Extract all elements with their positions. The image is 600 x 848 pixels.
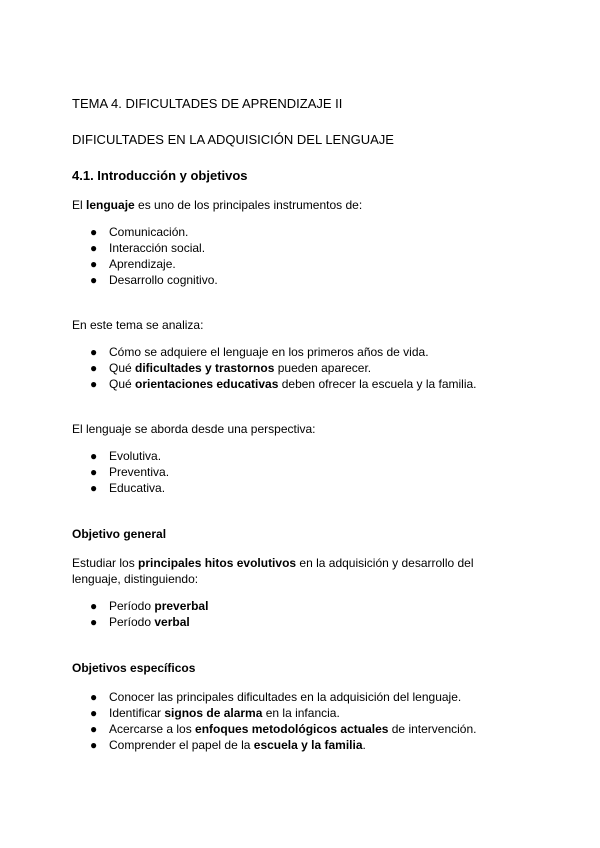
list-item: ● Evolutiva. [90,449,162,463]
specific-objectives-heading: Objetivos específicos [72,661,196,675]
general-objective-text-line2: lenguaje, distinguiendo: [72,572,199,586]
list-item: ● Educativa. [90,481,166,495]
section-heading: 4.1. Introducción y objetivos [72,168,248,183]
list-item: ● Período preverbal [90,599,209,613]
list-item: ● Preventiva. [90,465,170,479]
list-item: ● Cómo se adquiere el lenguaje en los primeros años de vida. [90,345,429,359]
intro-paragraph: El lenguaje es uno de los principales instrumentos de: [72,198,363,212]
list-item: ● Acercarse a los enfoques metodológicos actuales de intervención. [90,722,477,736]
list-item: ● Qué orientaciones educativas deben ofrecer la escuela y la familia. [90,377,477,391]
list-item: ● Comprender el papel de la escuela y la familia. [90,738,366,752]
list-item: ● Interacción social. [90,241,206,255]
analysis-intro: En este tema se analiza: [72,318,204,332]
document-subtitle: DIFICULTADES EN LA ADQUISICIÓN DEL LENGUAJE [72,132,394,147]
document-title: TEMA 4. DIFICULTADES DE APRENDIZAJE II [72,96,343,111]
list-item: ● Aprendizaje. [90,257,176,271]
perspective-intro: El lenguaje se aborda desde una perspectiva: [72,422,316,436]
list-item: ● Período verbal [90,615,190,629]
list-item: ● Desarrollo cognitivo. [90,273,218,287]
general-objective-text: Estudiar los principales hitos evolutivos en la adquisición y desarrollo del [72,556,474,570]
general-objective-heading: Objetivo general [72,527,167,541]
list-item: ● Identificar signos de alarma en la infancia. [90,706,340,720]
list-item: ● Comunicación. [90,225,189,239]
list-item: ● Conocer las principales dificultades en la adquisición del lenguaje. [90,690,462,704]
list-item: ● Qué dificultades y trastornos pueden aparecer. [90,361,372,375]
